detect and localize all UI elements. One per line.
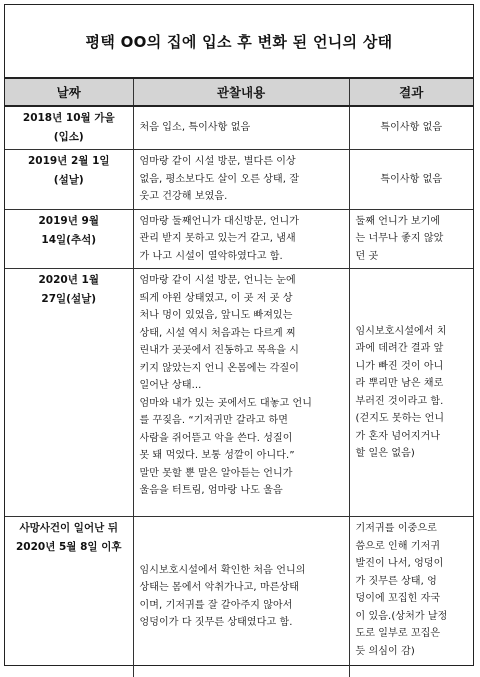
result-cell: 기저귀를 이중으로 씀으로 인해 기저귀 발진이 나서, 엉덩이 가 짓무른 상태, 엉 덩이에 꼬집힌 자국 이 있음.(상처가 날정 도로 일부로 꼬집은 듯 의심이 감) (349, 517, 473, 677)
header-result: 결과 (349, 78, 473, 106)
date-cell: 사망사건이 일어난 뒤 2020년 5월 8일 이후 (5, 517, 133, 677)
table-header-row (5, 78, 473, 106)
table-row (5, 517, 473, 677)
result-cell: 임시보호시설에서 치 과에 데려간 결과 앞 니가 빠진 것이 아니 라 뿌리만 남은 채로 부러진 것이라고 함. (걷지도 못하는 언니 가 혼자 넘어지거나 할 일은 없음) (349, 269, 473, 517)
header-date: 날짜 (5, 78, 133, 106)
date-cell: 2018년 10월 가을 (입소) (5, 106, 133, 150)
document-sheet (4, 4, 474, 666)
observation-table (5, 77, 473, 677)
date-cell: 2019년 2월 1일 (설날) (5, 150, 133, 210)
date-cell: 2020년 1월 27일(설날) (5, 269, 133, 517)
result-cell: 둘째 언니가 보기에 는 너무나 좋지 않았 던 곳 (349, 209, 473, 269)
result-cell: 특이사항 없음 (349, 150, 473, 210)
observation-cell: 임시보호시설에서 확인한 처음 언니의 상태는 몸에서 악취가나고, 마른상태 이며, 기저귀를 잘 갈아주지 않아서 엉덩이가 다 짓무른 상태였다고 함. (133, 517, 349, 677)
observation-cell: 엄마랑 같이 시설 방문, 언니는 눈에 띄게 야윈 상태였고, 이 곳 저 곳 상 처나 멍이 있었음, 앞니도 빠져있는 상태, 시설 역시 처음과는 다르게 찌 린내가 곳곳에서 진동하고 목욕을 시 키지 않았는지 언니 온몸에는 각질이 일어난 상태... 엄마와 내가 있는 곳에서도 대놓고 언니 를 꾸짖음. “기저귀만 갈라고 하면 사람을 쥐어뜯고 악을 쓴다. 성질이 못 돼 먹었다. 보통 성깔이 아니다.” 말만 못할 뿐 말은 알아듣는 언니가 울음을 터트림, 엄마랑 나도 울음 (133, 269, 349, 517)
table-row (5, 209, 473, 269)
observation-cell: 엄마랑 둘째언니가 대신방문, 언니가 관리 받지 못하고 있는거 같고, 냄새 가 나고 시설이 열악하였다고 함. (133, 209, 349, 269)
document-title: 평택 OO의 집에 입소 후 변화 된 언니의 상태 (85, 32, 393, 51)
header-observation: 관찰내용 (133, 78, 349, 106)
date-cell: 2019년 9월 14일(추석) (5, 209, 133, 269)
table-row (5, 269, 473, 517)
result-cell: 특이사항 없음 (349, 106, 473, 150)
observation-cell: 처음 입소, 특이사항 없음 (133, 106, 349, 150)
observation-cell: 엄마랑 같이 시설 방문, 별다른 이상 없음, 평소보다도 살이 오른 상태, 잘 웃고 건강해 보였음. (133, 150, 349, 210)
table-row (5, 150, 473, 210)
table-row (5, 106, 473, 150)
